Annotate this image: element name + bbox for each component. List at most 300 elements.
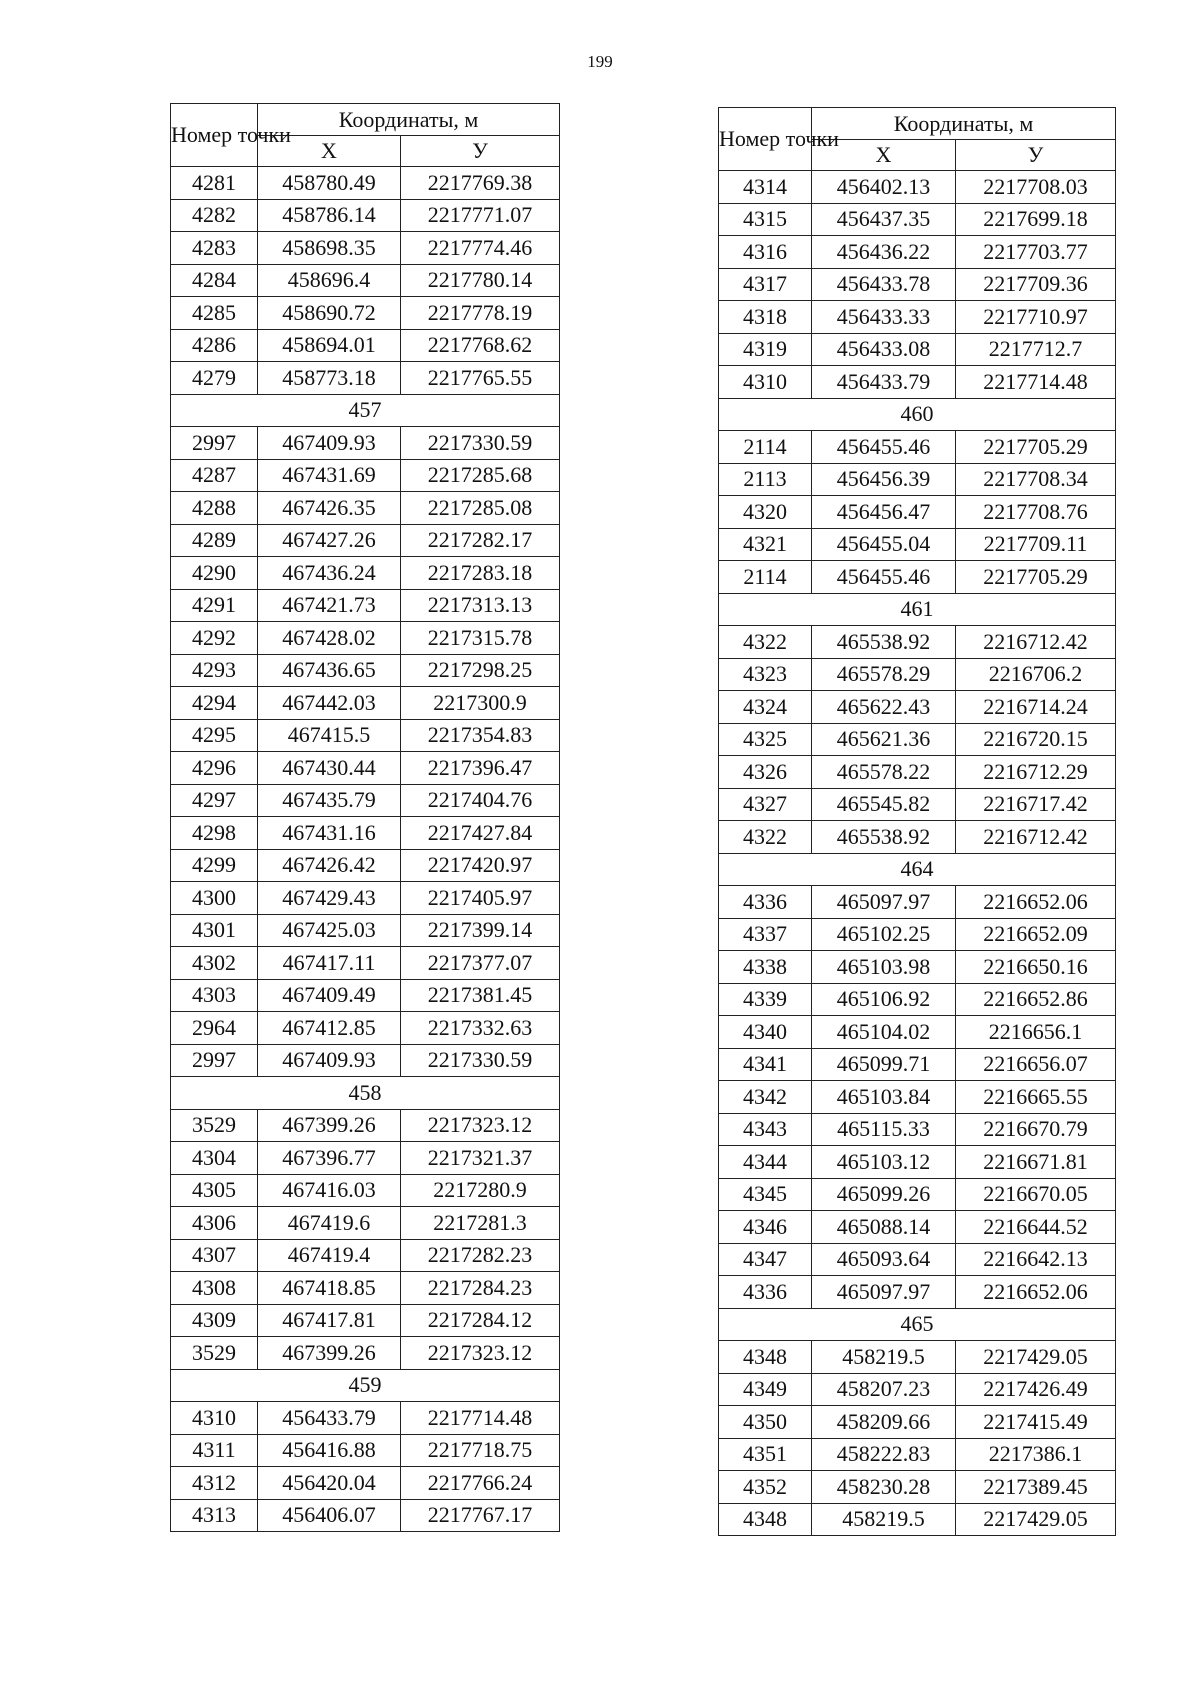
x-coordinate-cell: 456436.22 bbox=[812, 236, 956, 269]
section-row bbox=[719, 1308, 1116, 1341]
header-x: Х bbox=[258, 136, 401, 167]
point-number-cell: 4279 bbox=[171, 362, 258, 395]
point-number-cell: 4336 bbox=[719, 886, 812, 919]
table-row bbox=[719, 1146, 1116, 1179]
y-coordinate-cell: 2217420.97 bbox=[401, 849, 560, 882]
header-y: У bbox=[401, 136, 560, 167]
y-coordinate-cell: 2216706.2 bbox=[956, 658, 1116, 691]
section-label: 465 bbox=[719, 1308, 1116, 1341]
table-row bbox=[719, 301, 1116, 334]
x-coordinate-cell: 465578.22 bbox=[812, 756, 956, 789]
table-row bbox=[171, 947, 560, 980]
point-number-cell: 4297 bbox=[171, 784, 258, 817]
point-number-cell: 2113 bbox=[719, 463, 812, 496]
x-coordinate-cell: 467409.49 bbox=[258, 979, 401, 1012]
table-row bbox=[171, 362, 560, 395]
x-coordinate-cell: 458219.5 bbox=[812, 1341, 956, 1374]
point-number-cell: 2964 bbox=[171, 1012, 258, 1045]
x-coordinate-cell: 467426.42 bbox=[258, 849, 401, 882]
table-row bbox=[171, 1109, 560, 1142]
y-coordinate-cell: 2216642.13 bbox=[956, 1243, 1116, 1276]
y-coordinate-cell: 2217300.9 bbox=[401, 687, 560, 720]
table-row bbox=[171, 1174, 560, 1207]
table-row bbox=[171, 1142, 560, 1175]
table-row bbox=[171, 1044, 560, 1077]
point-number-cell: 4300 bbox=[171, 882, 258, 915]
section-label: 459 bbox=[171, 1369, 560, 1402]
header-point-number: Номер точки bbox=[171, 104, 258, 167]
table-row bbox=[171, 524, 560, 557]
y-coordinate-cell: 2216656.07 bbox=[956, 1048, 1116, 1081]
x-coordinate-cell: 465621.36 bbox=[812, 723, 956, 756]
x-coordinate-cell: 465578.29 bbox=[812, 658, 956, 691]
table-row bbox=[171, 882, 560, 915]
y-coordinate-cell: 2217281.3 bbox=[401, 1207, 560, 1240]
y-coordinate-cell: 2217774.46 bbox=[401, 232, 560, 265]
y-coordinate-cell: 2217282.23 bbox=[401, 1239, 560, 1272]
y-coordinate-cell: 2217321.37 bbox=[401, 1142, 560, 1175]
y-coordinate-cell: 2216650.16 bbox=[956, 951, 1116, 984]
table-row bbox=[719, 1503, 1116, 1536]
table-row bbox=[719, 1048, 1116, 1081]
point-number-cell: 4349 bbox=[719, 1373, 812, 1406]
x-coordinate-cell: 467430.44 bbox=[258, 752, 401, 785]
x-coordinate-cell: 458230.28 bbox=[812, 1471, 956, 1504]
x-coordinate-cell: 465099.26 bbox=[812, 1178, 956, 1211]
header-coordinates: Координаты, м bbox=[812, 108, 1116, 140]
section-row bbox=[171, 1369, 560, 1402]
y-coordinate-cell: 2217330.59 bbox=[401, 427, 560, 460]
table-row bbox=[171, 589, 560, 622]
table-row bbox=[719, 1471, 1116, 1504]
point-number-cell: 4281 bbox=[171, 167, 258, 200]
table-row bbox=[171, 817, 560, 850]
table-row bbox=[719, 1016, 1116, 1049]
table-row bbox=[719, 1211, 1116, 1244]
x-coordinate-cell: 467415.5 bbox=[258, 719, 401, 752]
y-coordinate-cell: 2217766.24 bbox=[401, 1467, 560, 1500]
y-coordinate-cell: 2217771.07 bbox=[401, 199, 560, 232]
coordinates-table-right bbox=[718, 107, 1116, 1536]
point-number-cell: 4351 bbox=[719, 1438, 812, 1471]
point-number-cell: 4288 bbox=[171, 492, 258, 525]
y-coordinate-cell: 2217280.9 bbox=[401, 1174, 560, 1207]
y-coordinate-cell: 2216665.55 bbox=[956, 1081, 1116, 1114]
section-label: 461 bbox=[719, 593, 1116, 626]
table-row bbox=[719, 1113, 1116, 1146]
point-number-cell: 4299 bbox=[171, 849, 258, 882]
y-coordinate-cell: 2217405.97 bbox=[401, 882, 560, 915]
table-row bbox=[719, 723, 1116, 756]
x-coordinate-cell: 467412.85 bbox=[258, 1012, 401, 1045]
y-coordinate-cell: 2217712.7 bbox=[956, 333, 1116, 366]
table-row bbox=[171, 1012, 560, 1045]
x-coordinate-cell: 467419.4 bbox=[258, 1239, 401, 1272]
point-number-cell: 4352 bbox=[719, 1471, 812, 1504]
table-row bbox=[171, 297, 560, 330]
table-row bbox=[171, 199, 560, 232]
x-coordinate-cell: 458698.35 bbox=[258, 232, 401, 265]
table-row bbox=[171, 752, 560, 785]
table-row bbox=[171, 784, 560, 817]
table-row bbox=[171, 979, 560, 1012]
x-coordinate-cell: 467396.77 bbox=[258, 1142, 401, 1175]
point-number-cell: 4310 bbox=[171, 1402, 258, 1435]
point-number-cell: 4324 bbox=[719, 691, 812, 724]
x-coordinate-cell: 465097.97 bbox=[812, 1276, 956, 1309]
y-coordinate-cell: 2217399.14 bbox=[401, 914, 560, 947]
x-coordinate-cell: 465115.33 bbox=[812, 1113, 956, 1146]
x-coordinate-cell: 458219.5 bbox=[812, 1503, 956, 1536]
y-coordinate-cell: 2217699.18 bbox=[956, 203, 1116, 236]
x-coordinate-cell: 465538.92 bbox=[812, 821, 956, 854]
point-number-cell: 4342 bbox=[719, 1081, 812, 1114]
point-number-cell: 4282 bbox=[171, 199, 258, 232]
x-coordinate-cell: 456455.46 bbox=[812, 561, 956, 594]
table-row bbox=[171, 1207, 560, 1240]
point-number-cell: 3529 bbox=[171, 1109, 258, 1142]
point-number-cell: 4314 bbox=[719, 171, 812, 204]
y-coordinate-cell: 2216652.06 bbox=[956, 886, 1116, 919]
y-coordinate-cell: 2216652.09 bbox=[956, 918, 1116, 951]
point-number-cell: 4295 bbox=[171, 719, 258, 752]
point-number-cell: 4289 bbox=[171, 524, 258, 557]
point-number-cell: 2114 bbox=[719, 431, 812, 464]
y-coordinate-cell: 2217705.29 bbox=[956, 561, 1116, 594]
table-row bbox=[719, 886, 1116, 919]
point-number-cell: 4320 bbox=[719, 496, 812, 529]
point-number-cell: 4292 bbox=[171, 622, 258, 655]
table-row bbox=[171, 1272, 560, 1305]
point-number-cell: 4348 bbox=[719, 1503, 812, 1536]
x-coordinate-cell: 456416.88 bbox=[258, 1434, 401, 1467]
table-row bbox=[171, 264, 560, 297]
x-coordinate-cell: 465099.71 bbox=[812, 1048, 956, 1081]
point-number-cell: 4339 bbox=[719, 983, 812, 1016]
x-coordinate-cell: 456433.08 bbox=[812, 333, 956, 366]
point-number-cell: 4307 bbox=[171, 1239, 258, 1272]
point-number-cell: 4327 bbox=[719, 788, 812, 821]
y-coordinate-cell: 2217415.49 bbox=[956, 1406, 1116, 1439]
table-row bbox=[171, 1434, 560, 1467]
x-coordinate-cell: 467436.24 bbox=[258, 557, 401, 590]
table-row bbox=[719, 1276, 1116, 1309]
table-row bbox=[171, 167, 560, 200]
x-coordinate-cell: 456433.79 bbox=[812, 366, 956, 399]
page-number: 199 bbox=[587, 52, 613, 71]
y-coordinate-cell: 2217710.97 bbox=[956, 301, 1116, 334]
y-coordinate-cell: 2216670.79 bbox=[956, 1113, 1116, 1146]
y-coordinate-cell: 2217282.17 bbox=[401, 524, 560, 557]
x-coordinate-cell: 467421.73 bbox=[258, 589, 401, 622]
x-coordinate-cell: 465088.14 bbox=[812, 1211, 956, 1244]
y-coordinate-cell: 2217381.45 bbox=[401, 979, 560, 1012]
x-coordinate-cell: 456433.33 bbox=[812, 301, 956, 334]
x-coordinate-cell: 458780.49 bbox=[258, 167, 401, 200]
point-number-cell: 2114 bbox=[719, 561, 812, 594]
point-number-cell: 4312 bbox=[171, 1467, 258, 1500]
x-coordinate-cell: 467409.93 bbox=[258, 427, 401, 460]
point-number-cell: 4298 bbox=[171, 817, 258, 850]
table-row bbox=[719, 983, 1116, 1016]
point-number-cell: 3529 bbox=[171, 1337, 258, 1370]
table-row bbox=[719, 171, 1116, 204]
table-row bbox=[719, 1438, 1116, 1471]
table-row bbox=[719, 951, 1116, 984]
x-coordinate-cell: 458786.14 bbox=[258, 199, 401, 232]
table-row bbox=[719, 236, 1116, 269]
y-coordinate-cell: 2217427.84 bbox=[401, 817, 560, 850]
point-number-cell: 4346 bbox=[719, 1211, 812, 1244]
y-coordinate-cell: 2217429.05 bbox=[956, 1341, 1116, 1374]
y-coordinate-cell: 2217332.63 bbox=[401, 1012, 560, 1045]
section-row bbox=[719, 853, 1116, 886]
table-row bbox=[719, 821, 1116, 854]
point-number-cell: 4310 bbox=[719, 366, 812, 399]
x-coordinate-cell: 456455.46 bbox=[812, 431, 956, 464]
point-number-cell: 4306 bbox=[171, 1207, 258, 1240]
section-label: 457 bbox=[171, 394, 560, 427]
point-number-cell: 4304 bbox=[171, 1142, 258, 1175]
point-number-cell: 4286 bbox=[171, 329, 258, 362]
x-coordinate-cell: 465538.92 bbox=[812, 626, 956, 659]
header-point-number: Номер точки bbox=[719, 108, 812, 171]
y-coordinate-cell: 2217703.77 bbox=[956, 236, 1116, 269]
x-coordinate-cell: 456420.04 bbox=[258, 1467, 401, 1500]
y-coordinate-cell: 2216714.24 bbox=[956, 691, 1116, 724]
point-number-cell: 4291 bbox=[171, 589, 258, 622]
point-number-cell: 4296 bbox=[171, 752, 258, 785]
x-coordinate-cell: 456433.78 bbox=[812, 268, 956, 301]
point-number-cell: 4303 bbox=[171, 979, 258, 1012]
x-coordinate-cell: 467428.02 bbox=[258, 622, 401, 655]
y-coordinate-cell: 2216656.1 bbox=[956, 1016, 1116, 1049]
point-number-cell: 4322 bbox=[719, 821, 812, 854]
point-number-cell: 4337 bbox=[719, 918, 812, 951]
x-coordinate-cell: 458207.23 bbox=[812, 1373, 956, 1406]
y-coordinate-cell: 2217429.05 bbox=[956, 1503, 1116, 1536]
table-row bbox=[719, 463, 1116, 496]
table-row bbox=[171, 492, 560, 525]
point-number-cell: 4345 bbox=[719, 1178, 812, 1211]
table-row bbox=[171, 1337, 560, 1370]
y-coordinate-cell: 2217708.76 bbox=[956, 496, 1116, 529]
x-coordinate-cell: 456406.07 bbox=[258, 1499, 401, 1532]
x-coordinate-cell: 465103.84 bbox=[812, 1081, 956, 1114]
table-row bbox=[171, 329, 560, 362]
section-label: 460 bbox=[719, 398, 1116, 431]
y-coordinate-cell: 2217404.76 bbox=[401, 784, 560, 817]
x-coordinate-cell: 467416.03 bbox=[258, 1174, 401, 1207]
x-coordinate-cell: 456437.35 bbox=[812, 203, 956, 236]
y-coordinate-cell: 2217714.48 bbox=[956, 366, 1116, 399]
table-row bbox=[171, 1304, 560, 1337]
y-coordinate-cell: 2217298.25 bbox=[401, 654, 560, 687]
table-row bbox=[719, 1081, 1116, 1114]
y-coordinate-cell: 2217778.19 bbox=[401, 297, 560, 330]
x-coordinate-cell: 465097.97 bbox=[812, 886, 956, 919]
table-row bbox=[719, 658, 1116, 691]
point-number-cell: 4350 bbox=[719, 1406, 812, 1439]
point-number-cell: 4293 bbox=[171, 654, 258, 687]
y-coordinate-cell: 2217396.47 bbox=[401, 752, 560, 785]
y-coordinate-cell: 2217714.48 bbox=[401, 1402, 560, 1435]
x-coordinate-cell: 456456.39 bbox=[812, 463, 956, 496]
table-row bbox=[719, 1373, 1116, 1406]
header-coordinates: Координаты, м bbox=[258, 104, 560, 136]
header-x: Х bbox=[812, 140, 956, 171]
y-coordinate-cell: 2217768.62 bbox=[401, 329, 560, 362]
point-number-cell: 4336 bbox=[719, 1276, 812, 1309]
section-row bbox=[719, 593, 1116, 626]
y-coordinate-cell: 2217765.55 bbox=[401, 362, 560, 395]
x-coordinate-cell: 467431.69 bbox=[258, 459, 401, 492]
point-number-cell: 4348 bbox=[719, 1341, 812, 1374]
section-label: 464 bbox=[719, 853, 1116, 886]
x-coordinate-cell: 465103.98 bbox=[812, 951, 956, 984]
x-coordinate-cell: 456433.79 bbox=[258, 1402, 401, 1435]
table-row bbox=[719, 756, 1116, 789]
point-number-cell: 4309 bbox=[171, 1304, 258, 1337]
point-number-cell: 4322 bbox=[719, 626, 812, 659]
table-row bbox=[171, 557, 560, 590]
y-coordinate-cell: 2217426.49 bbox=[956, 1373, 1116, 1406]
point-number-cell: 4301 bbox=[171, 914, 258, 947]
point-number-cell: 4294 bbox=[171, 687, 258, 720]
x-coordinate-cell: 465093.64 bbox=[812, 1243, 956, 1276]
point-number-cell: 4326 bbox=[719, 756, 812, 789]
y-coordinate-cell: 2217313.13 bbox=[401, 589, 560, 622]
table-row bbox=[171, 622, 560, 655]
x-coordinate-cell: 467419.6 bbox=[258, 1207, 401, 1240]
y-coordinate-cell: 2216652.86 bbox=[956, 983, 1116, 1016]
x-coordinate-cell: 458209.66 bbox=[812, 1406, 956, 1439]
table-row bbox=[171, 849, 560, 882]
table-row bbox=[171, 719, 560, 752]
table-row bbox=[719, 1406, 1116, 1439]
section-row bbox=[171, 1077, 560, 1110]
table-row bbox=[719, 366, 1116, 399]
y-coordinate-cell: 2217285.68 bbox=[401, 459, 560, 492]
point-number-cell: 4340 bbox=[719, 1016, 812, 1049]
point-number-cell: 4315 bbox=[719, 203, 812, 236]
x-coordinate-cell: 467417.81 bbox=[258, 1304, 401, 1337]
y-coordinate-cell: 2217323.12 bbox=[401, 1109, 560, 1142]
y-coordinate-cell: 2216712.42 bbox=[956, 821, 1116, 854]
table-row bbox=[171, 914, 560, 947]
y-coordinate-cell: 2217330.59 bbox=[401, 1044, 560, 1077]
table-row bbox=[171, 1239, 560, 1272]
table-row bbox=[171, 232, 560, 265]
x-coordinate-cell: 467425.03 bbox=[258, 914, 401, 947]
x-coordinate-cell: 467426.35 bbox=[258, 492, 401, 525]
y-coordinate-cell: 2217767.17 bbox=[401, 1499, 560, 1532]
x-coordinate-cell: 465103.12 bbox=[812, 1146, 956, 1179]
point-number-cell: 4319 bbox=[719, 333, 812, 366]
section-row bbox=[171, 394, 560, 427]
point-number-cell: 4302 bbox=[171, 947, 258, 980]
table-row bbox=[719, 1243, 1116, 1276]
point-number-cell: 4284 bbox=[171, 264, 258, 297]
y-coordinate-cell: 2217354.83 bbox=[401, 719, 560, 752]
x-coordinate-cell: 456455.04 bbox=[812, 528, 956, 561]
y-coordinate-cell: 2217709.11 bbox=[956, 528, 1116, 561]
point-number-cell: 4344 bbox=[719, 1146, 812, 1179]
point-number-cell: 4338 bbox=[719, 951, 812, 984]
x-coordinate-cell: 458694.01 bbox=[258, 329, 401, 362]
table-row bbox=[719, 528, 1116, 561]
table-row bbox=[171, 654, 560, 687]
y-coordinate-cell: 2217285.08 bbox=[401, 492, 560, 525]
table-row bbox=[719, 1178, 1116, 1211]
y-coordinate-cell: 2216652.06 bbox=[956, 1276, 1116, 1309]
x-coordinate-cell: 456456.47 bbox=[812, 496, 956, 529]
y-coordinate-cell: 2217705.29 bbox=[956, 431, 1116, 464]
x-coordinate-cell: 467418.85 bbox=[258, 1272, 401, 1305]
x-coordinate-cell: 467442.03 bbox=[258, 687, 401, 720]
x-coordinate-cell: 456402.13 bbox=[812, 171, 956, 204]
x-coordinate-cell: 458696.4 bbox=[258, 264, 401, 297]
y-coordinate-cell: 2217780.14 bbox=[401, 264, 560, 297]
table-row bbox=[171, 1467, 560, 1500]
point-number-cell: 4305 bbox=[171, 1174, 258, 1207]
y-coordinate-cell: 2217377.07 bbox=[401, 947, 560, 980]
point-number-cell: 4311 bbox=[171, 1434, 258, 1467]
y-coordinate-cell: 2216670.05 bbox=[956, 1178, 1116, 1211]
point-number-cell: 4290 bbox=[171, 557, 258, 590]
y-coordinate-cell: 2216712.29 bbox=[956, 756, 1116, 789]
y-coordinate-cell: 2217283.18 bbox=[401, 557, 560, 590]
table-row bbox=[171, 427, 560, 460]
table-row bbox=[719, 203, 1116, 236]
y-coordinate-cell: 2217284.23 bbox=[401, 1272, 560, 1305]
x-coordinate-cell: 465102.25 bbox=[812, 918, 956, 951]
table-row bbox=[719, 788, 1116, 821]
table-row bbox=[719, 561, 1116, 594]
point-number-cell: 4323 bbox=[719, 658, 812, 691]
table-row bbox=[719, 691, 1116, 724]
table-row bbox=[719, 626, 1116, 659]
x-coordinate-cell: 467417.11 bbox=[258, 947, 401, 980]
x-coordinate-cell: 465545.82 bbox=[812, 788, 956, 821]
section-label: 458 bbox=[171, 1077, 560, 1110]
table-row bbox=[171, 459, 560, 492]
x-coordinate-cell: 467409.93 bbox=[258, 1044, 401, 1077]
x-coordinate-cell: 467427.26 bbox=[258, 524, 401, 557]
y-coordinate-cell: 2217386.1 bbox=[956, 1438, 1116, 1471]
table-row bbox=[171, 687, 560, 720]
y-coordinate-cell: 2216720.15 bbox=[956, 723, 1116, 756]
y-coordinate-cell: 2216644.52 bbox=[956, 1211, 1116, 1244]
point-number-cell: 4285 bbox=[171, 297, 258, 330]
point-number-cell: 4341 bbox=[719, 1048, 812, 1081]
x-coordinate-cell: 465622.43 bbox=[812, 691, 956, 724]
coordinates-table-left bbox=[170, 103, 560, 1532]
table-row bbox=[719, 918, 1116, 951]
x-coordinate-cell: 465106.92 bbox=[812, 983, 956, 1016]
y-coordinate-cell: 2216671.81 bbox=[956, 1146, 1116, 1179]
point-number-cell: 4347 bbox=[719, 1243, 812, 1276]
y-coordinate-cell: 2216712.42 bbox=[956, 626, 1116, 659]
section-row bbox=[719, 398, 1116, 431]
y-coordinate-cell: 2217323.12 bbox=[401, 1337, 560, 1370]
point-number-cell: 4316 bbox=[719, 236, 812, 269]
x-coordinate-cell: 467431.16 bbox=[258, 817, 401, 850]
table-row bbox=[171, 1499, 560, 1532]
table-row bbox=[171, 1402, 560, 1435]
table-row bbox=[719, 1341, 1116, 1374]
y-coordinate-cell: 2217708.34 bbox=[956, 463, 1116, 496]
